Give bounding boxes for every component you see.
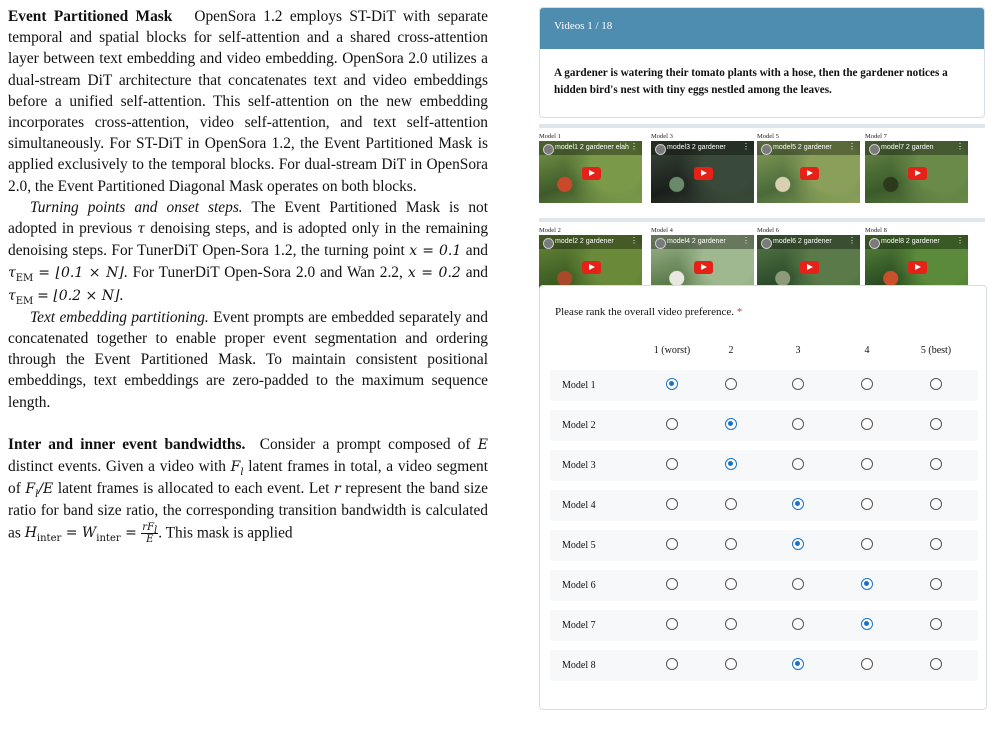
rank-row-label: Model 1 bbox=[562, 380, 596, 391]
paragraph-heading: Event Partitioned Mask bbox=[8, 8, 173, 25]
video-model-label: Model 4 bbox=[651, 227, 673, 234]
video-model-label: Model 3 bbox=[651, 133, 673, 140]
radio-button[interactable] bbox=[725, 578, 737, 590]
rank-row bbox=[550, 490, 978, 521]
radio-button[interactable] bbox=[792, 458, 804, 470]
video-title: model4 2 gardener bbox=[667, 238, 726, 245]
radio-button[interactable] bbox=[861, 538, 873, 550]
math-tau-em: $\tau_{EM}$ bbox=[8, 265, 34, 285]
rank-row bbox=[550, 410, 978, 441]
more-options-icon[interactable]: ⋮ bbox=[848, 236, 856, 245]
video-model-label: Model 8 bbox=[865, 227, 887, 234]
play-button-icon[interactable] bbox=[582, 261, 601, 274]
video-thumbnail[interactable] bbox=[757, 141, 860, 203]
radio-button[interactable] bbox=[725, 618, 737, 630]
video-tile bbox=[651, 132, 754, 203]
more-options-icon[interactable]: ⋮ bbox=[956, 142, 964, 151]
radio-button[interactable] bbox=[930, 498, 942, 510]
ranking-card bbox=[539, 285, 987, 710]
video-tile bbox=[757, 132, 860, 203]
rank-row bbox=[550, 610, 978, 641]
radio-button[interactable] bbox=[666, 458, 678, 470]
video-thumbnail[interactable] bbox=[539, 141, 642, 203]
math-tau: τ bbox=[137, 221, 146, 238]
survey-panel bbox=[539, 7, 985, 314]
video-row bbox=[539, 132, 985, 212]
paragraph-heading: Inter and inner event bandwidths. bbox=[8, 435, 246, 453]
radio-button[interactable] bbox=[666, 538, 678, 550]
radio-button[interactable] bbox=[861, 458, 873, 470]
channel-avatar-icon bbox=[543, 238, 554, 249]
paragraph-text-embedding: Text embedding partitioning. Event prompts are embedded separately and concatenated together to enable proper event segmentation and ordering through the Event Partitioned Mask. To maintain consistent positional embeddings, text embeddings are zero-padded to the maximum sequence length. bbox=[8, 308, 488, 411]
radio-button[interactable] bbox=[930, 378, 942, 390]
rank-row bbox=[550, 650, 978, 681]
play-button-icon[interactable] bbox=[908, 261, 927, 274]
rank-column-header: 2 bbox=[728, 345, 734, 356]
channel-avatar-icon bbox=[655, 144, 666, 155]
video-title: model1 2 gardener elah bbox=[555, 144, 629, 151]
radio-button[interactable] bbox=[930, 658, 942, 670]
paper-text-column bbox=[8, 6, 488, 545]
math-eq2: = ⌊0.1 × N⌋ bbox=[38, 265, 124, 282]
rank-row-label: Model 8 bbox=[562, 660, 596, 671]
paragraph-turning-points: Turning points and onset steps. The Event Partitioned Mask is not adopted in previous τ denoising steps, and is adopted only in the remaining denoising steps. For TunerDiT Open-Sora 1.2, the turning point x = 0.1 and $\tau_{EM}$ = ⌊0.1 × N⌋. For TunerDiT Open-Sora 2.0 and Wan 2.2, x = 0.2 and $\tau_{EM}$ = ⌊0.2 × N⌋. bbox=[8, 198, 489, 307]
radio-button[interactable] bbox=[666, 578, 678, 590]
rank-row bbox=[550, 450, 978, 481]
radio-button[interactable] bbox=[861, 418, 873, 430]
play-button-icon[interactable] bbox=[582, 167, 601, 180]
radio-button-selected[interactable] bbox=[666, 378, 678, 390]
math-eq3: x = 0.2 bbox=[407, 265, 461, 282]
channel-avatar-icon bbox=[543, 144, 554, 155]
radio-button[interactable] bbox=[930, 618, 942, 630]
radio-button[interactable] bbox=[666, 498, 678, 510]
rank-row bbox=[550, 530, 978, 561]
video-model-label: Model 6 bbox=[757, 227, 779, 234]
radio-button-selected[interactable] bbox=[725, 418, 737, 430]
rank-row-label: Model 7 bbox=[562, 620, 596, 631]
rank-column-header: 4 bbox=[864, 345, 870, 356]
math-eq4: = ⌊0.2 × N⌋ bbox=[37, 287, 120, 304]
paragraph-heading: Text embedding partitioning. bbox=[30, 308, 209, 326]
rank-row-label: Model 4 bbox=[562, 500, 596, 511]
radio-button[interactable] bbox=[930, 458, 942, 470]
radio-button[interactable] bbox=[725, 378, 737, 390]
video-model-label: Model 7 bbox=[865, 133, 887, 140]
prompt-card bbox=[539, 7, 985, 118]
video-model-label: Model 5 bbox=[757, 133, 779, 140]
rank-row-label: Model 2 bbox=[562, 420, 596, 431]
video-title: model2 2 gardener bbox=[555, 238, 614, 245]
play-button-icon[interactable] bbox=[694, 261, 713, 274]
rank-row bbox=[550, 570, 978, 601]
video-thumbnail[interactable] bbox=[865, 141, 968, 203]
rank-column-header: 5 (best) bbox=[920, 345, 952, 356]
radio-button[interactable] bbox=[792, 418, 804, 430]
rank-column-header: 3 bbox=[795, 345, 801, 356]
rank-row bbox=[550, 370, 978, 401]
video-counter-header: Videos 1 / 18 bbox=[540, 8, 984, 49]
channel-avatar-icon bbox=[655, 238, 666, 249]
section-divider bbox=[539, 124, 985, 128]
radio-button[interactable] bbox=[666, 658, 678, 670]
math-tau-em: $\tau_{EM}$ bbox=[8, 287, 34, 307]
channel-avatar-icon bbox=[869, 144, 880, 155]
play-button-icon[interactable] bbox=[800, 261, 819, 274]
radio-button[interactable] bbox=[666, 618, 678, 630]
video-title: model8 2 gardener bbox=[881, 238, 940, 245]
radio-button[interactable] bbox=[725, 498, 737, 510]
radio-button[interactable] bbox=[792, 578, 804, 590]
video-tile bbox=[539, 132, 642, 203]
video-title: model3 2 gardener bbox=[667, 144, 726, 151]
radio-button[interactable] bbox=[792, 378, 804, 390]
radio-button[interactable] bbox=[861, 378, 873, 390]
math-bandwidth: $H_{inter} = W_{inter}$ = $\frac{rF_l}{E}$ bbox=[24, 521, 158, 545]
radio-button-selected[interactable] bbox=[792, 658, 804, 670]
radio-button[interactable] bbox=[725, 658, 737, 670]
video-thumbnail[interactable] bbox=[651, 141, 754, 203]
radio-button[interactable] bbox=[861, 498, 873, 510]
radio-button-selected[interactable] bbox=[792, 498, 804, 510]
video-model-label: Model 1 bbox=[539, 133, 561, 140]
more-options-icon[interactable]: ⋮ bbox=[630, 142, 638, 151]
play-button-icon[interactable] bbox=[908, 167, 927, 180]
radio-button[interactable] bbox=[725, 538, 737, 550]
video-title: model7 2 garden bbox=[881, 144, 934, 151]
prompt-text: A gardener is watering their tomato plants with a hose, then the gardener notices a hidden bird's nest with tiny eggs nestled among the leaves. bbox=[554, 67, 948, 96]
video-title: model5 2 gardener bbox=[773, 144, 832, 151]
radio-button[interactable] bbox=[792, 618, 804, 630]
channel-avatar-icon bbox=[761, 144, 772, 155]
radio-button[interactable] bbox=[930, 578, 942, 590]
radio-button-selected[interactable] bbox=[792, 538, 804, 550]
required-asterisk: * bbox=[736, 306, 743, 318]
rank-row-label: Model 3 bbox=[562, 460, 596, 471]
more-options-icon[interactable]: ⋮ bbox=[742, 236, 750, 245]
radio-button-selected[interactable] bbox=[861, 578, 873, 590]
radio-button[interactable] bbox=[930, 538, 942, 550]
radio-button[interactable] bbox=[861, 658, 873, 670]
radio-button-selected[interactable] bbox=[861, 618, 873, 630]
section-divider bbox=[539, 218, 985, 222]
more-options-icon[interactable]: ⋮ bbox=[848, 142, 856, 151]
more-options-icon[interactable]: ⋮ bbox=[630, 236, 638, 245]
play-button-icon[interactable] bbox=[800, 167, 819, 180]
rank-column-header: 1 (worst) bbox=[653, 345, 691, 356]
channel-avatar-icon bbox=[761, 238, 772, 249]
video-tile bbox=[865, 132, 968, 203]
radio-button[interactable] bbox=[930, 418, 942, 430]
paragraph-body: OpenSora 1.2 employs ST-DiT with separate temporal and spatial blocks for self-attention and a shared cross-attention layer between text embedding and video embedding. OpenSora 2.0 utilizes a dual-stream DiT architecture that concatenates text and video embeddings before a unified self-attention. This self-attention on the new embedding incorporates cross-attention, video self-attention, and text self-attention simultaneously. For ST-DiT in OpenSora 1.2, the Event Partitioned Mask is applied exclusively to the temporal blocks. For dual-stream DiT in OpenSora 2.0, the Event Partitioned Diagonal Mask operates on both blocks. bbox=[8, 8, 489, 195]
rank-row-label: Model 5 bbox=[562, 540, 596, 551]
play-button-icon[interactable] bbox=[694, 167, 713, 180]
more-options-icon[interactable]: ⋮ bbox=[956, 236, 964, 245]
channel-avatar-icon bbox=[869, 238, 880, 249]
paragraph-bandwidths: Inter and inner event bandwidths. Consider a prompt composed of E distinct events. Given a video with $F_l$ latent frames in total, a video segment of $F_l/E$ latent frames is allocated to each event. Let r represent the band size ratio for band size ratio, the corresponding transition bandwidth is calculated as $H_{inter} = W_{inter}$ = $\frac{rF_l}{E}$ . This mask is applied bbox=[8, 435, 488, 545]
paragraph-event-partitioned-mask bbox=[8, 6, 488, 197]
video-model-label: Model 2 bbox=[539, 227, 561, 234]
ranking-question: Please rank the overall video preference. * bbox=[555, 306, 743, 318]
radio-button[interactable] bbox=[666, 418, 678, 430]
more-options-icon[interactable]: ⋮ bbox=[742, 142, 750, 151]
radio-button-selected[interactable] bbox=[725, 458, 737, 470]
rank-row-label: Model 6 bbox=[562, 580, 596, 591]
paragraph-heading: Turning points and onset steps. bbox=[30, 198, 243, 216]
math-eq1: x = 0.1 bbox=[409, 243, 462, 260]
video-title: model6 2 gardener bbox=[773, 238, 832, 245]
